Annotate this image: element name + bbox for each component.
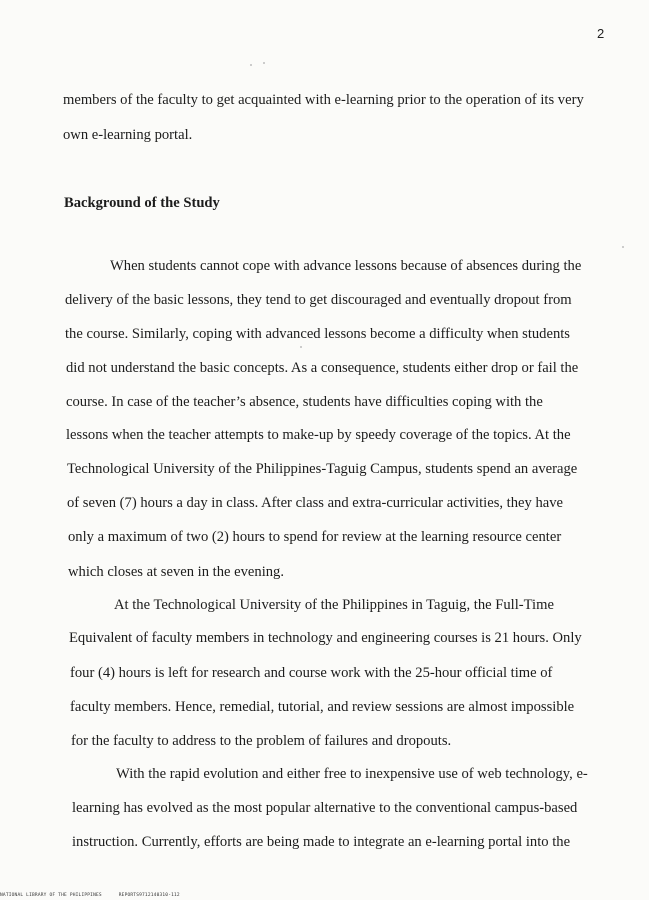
scan-footer (0, 893, 194, 898)
scan-speck (263, 62, 265, 64)
paragraph-line: learning has evolved as the most popular alternative to the conventional campus-based (72, 800, 578, 816)
intro-line: members of the faculty to get acquainted with e-learning prior to the operation of its very (63, 92, 584, 108)
footer-code: REPORTS9712140310-112 (118, 893, 180, 898)
paragraph-line: which closes at seven in the evening. (68, 564, 285, 580)
paragraph-line: of seven (7) hours a day in class. After class and extra-curricular activities, they have (67, 495, 563, 511)
paragraph-line: At the Technological University of the Philippines in Taguig, the Full-Time (114, 597, 554, 613)
scan-speck (622, 246, 624, 248)
scan-speck (250, 64, 252, 66)
paragraph-line: the course. Similarly, coping with advanced lessons become a difficulty when students (65, 326, 570, 342)
paragraph-line: Equivalent of faculty members in technology and engineering courses is 21 hours. Only (69, 630, 582, 646)
scan-speck (300, 346, 302, 348)
page-number: 2 (597, 26, 605, 41)
paragraph-line: four (4) hours is left for research and course work with the 25-hour official time of (70, 665, 553, 681)
section-heading: Background of the Study (64, 195, 220, 211)
paragraph-line: only a maximum of two (2) hours to spend for review at the learning resource center (68, 529, 562, 545)
paragraph-line: When students cannot cope with advance lessons because of absences during the (110, 258, 582, 274)
paragraph-line: for the faculty to address to the problem of failures and dropouts. (71, 733, 452, 749)
paragraph-line: faculty members. Hence, remedial, tutorial, and review sessions are almost impossible (70, 699, 575, 715)
paragraph-line: did not understand the basic concepts. As a consequence, students either drop or fail the (66, 360, 579, 376)
intro-line: own e-learning portal. (63, 127, 193, 143)
footer-library: NATIONAL LIBRARY OF THE PHILIPPINES (0, 893, 102, 898)
paragraph-line: lessons when the teacher attempts to make-up by speedy coverage of the topics. At the (66, 427, 571, 443)
paragraph-line: Technological University of the Philippines-Taguig Campus, students spend an average (67, 461, 578, 477)
paragraph-line: delivery of the basic lessons, they tend to get discouraged and eventually dropout from (65, 292, 572, 308)
paragraph-line: course. In case of the teacher’s absence, students have difficulties coping with the (66, 394, 543, 410)
paragraph-line: With the rapid evolution and either free to inexpensive use of web technology, e- (116, 766, 588, 782)
paragraph-line: instruction. Currently, efforts are being made to integrate an e-learning portal into the (72, 834, 571, 850)
